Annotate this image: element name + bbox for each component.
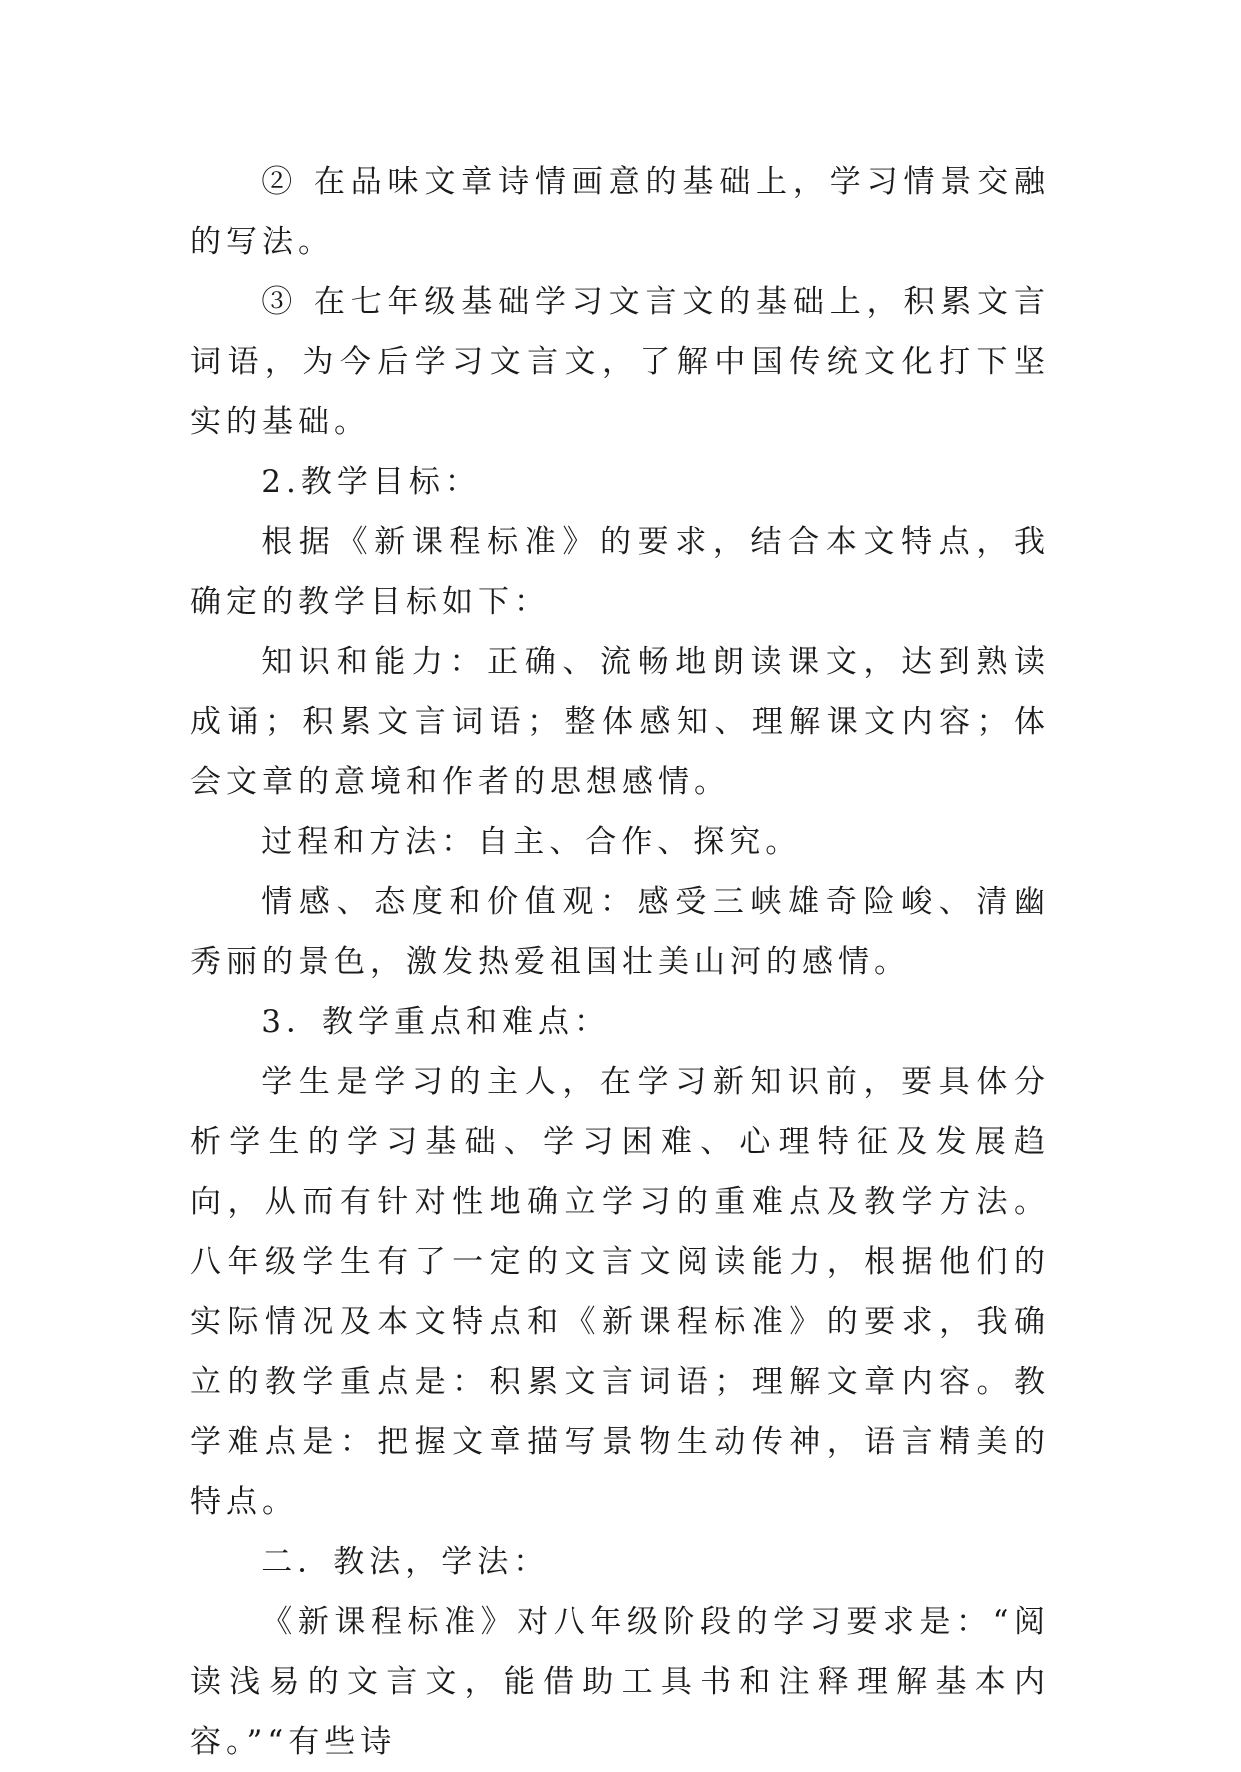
heading-key-difficult-points: 3．教学重点和难点：	[261, 1004, 611, 1040]
paragraph-process-method: 过程和方法：自主、合作、探究。	[261, 824, 802, 860]
paragraph-goal-3: ③ 在七年级基础学习文言文的基础上，积累文言词语，为今后学习文言文，了解中国传统文化打下坚实的基础。	[190, 284, 1050, 440]
heading-teaching-methods: 二．教法，学法：	[261, 1544, 550, 1580]
paragraph-knowledge-ability: 知识和能力：正确、流畅地朗读课文，达到熟读成诵；积累文言词语；整体感知、理解课文内容；体会文章的意境和作者的思想感情。	[190, 644, 1050, 800]
paragraph-objectives-intro: 根据《新课程标准》的要求，结合本文特点，我确定的教学目标如下：	[190, 524, 1050, 620]
paragraph-key-difficult-points: 学生是学习的主人，在学习新知识前，要具体分析学生的学习基础、学习困难、心理特征及发展趋向，从而有针对性地确立学习的重难点及教学方法。八年级学生有了一定的文言文阅读能力，根据他们的实际情况及本文特点和《新课程标准》的要求，我确立的教学重点是：积累文言词语；理解文章内容。教学难点是：把握文章描写景物生动传神，语言精美的特点。	[190, 1064, 1050, 1520]
paragraph-emotion-attitude: 情感、态度和价值观：感受三峡雄奇险峻、清幽秀丽的景色，激发热爱祖国壮美山河的感情。	[190, 884, 1050, 980]
paragraph-goal-2: ② 在品味文章诗情画意的基础上，学习情景交融的写法。	[190, 164, 1050, 260]
paragraph-curriculum-requirements: 《新课程标准》对八年级阶段的学习要求是：“阅读浅易的文言文，能借助工具书和注释理解基本内容。”“有些诗	[190, 1604, 1050, 1760]
heading-teaching-objectives: 2.教学目标：	[261, 464, 481, 500]
document-body	[190, 152, 1050, 1772]
